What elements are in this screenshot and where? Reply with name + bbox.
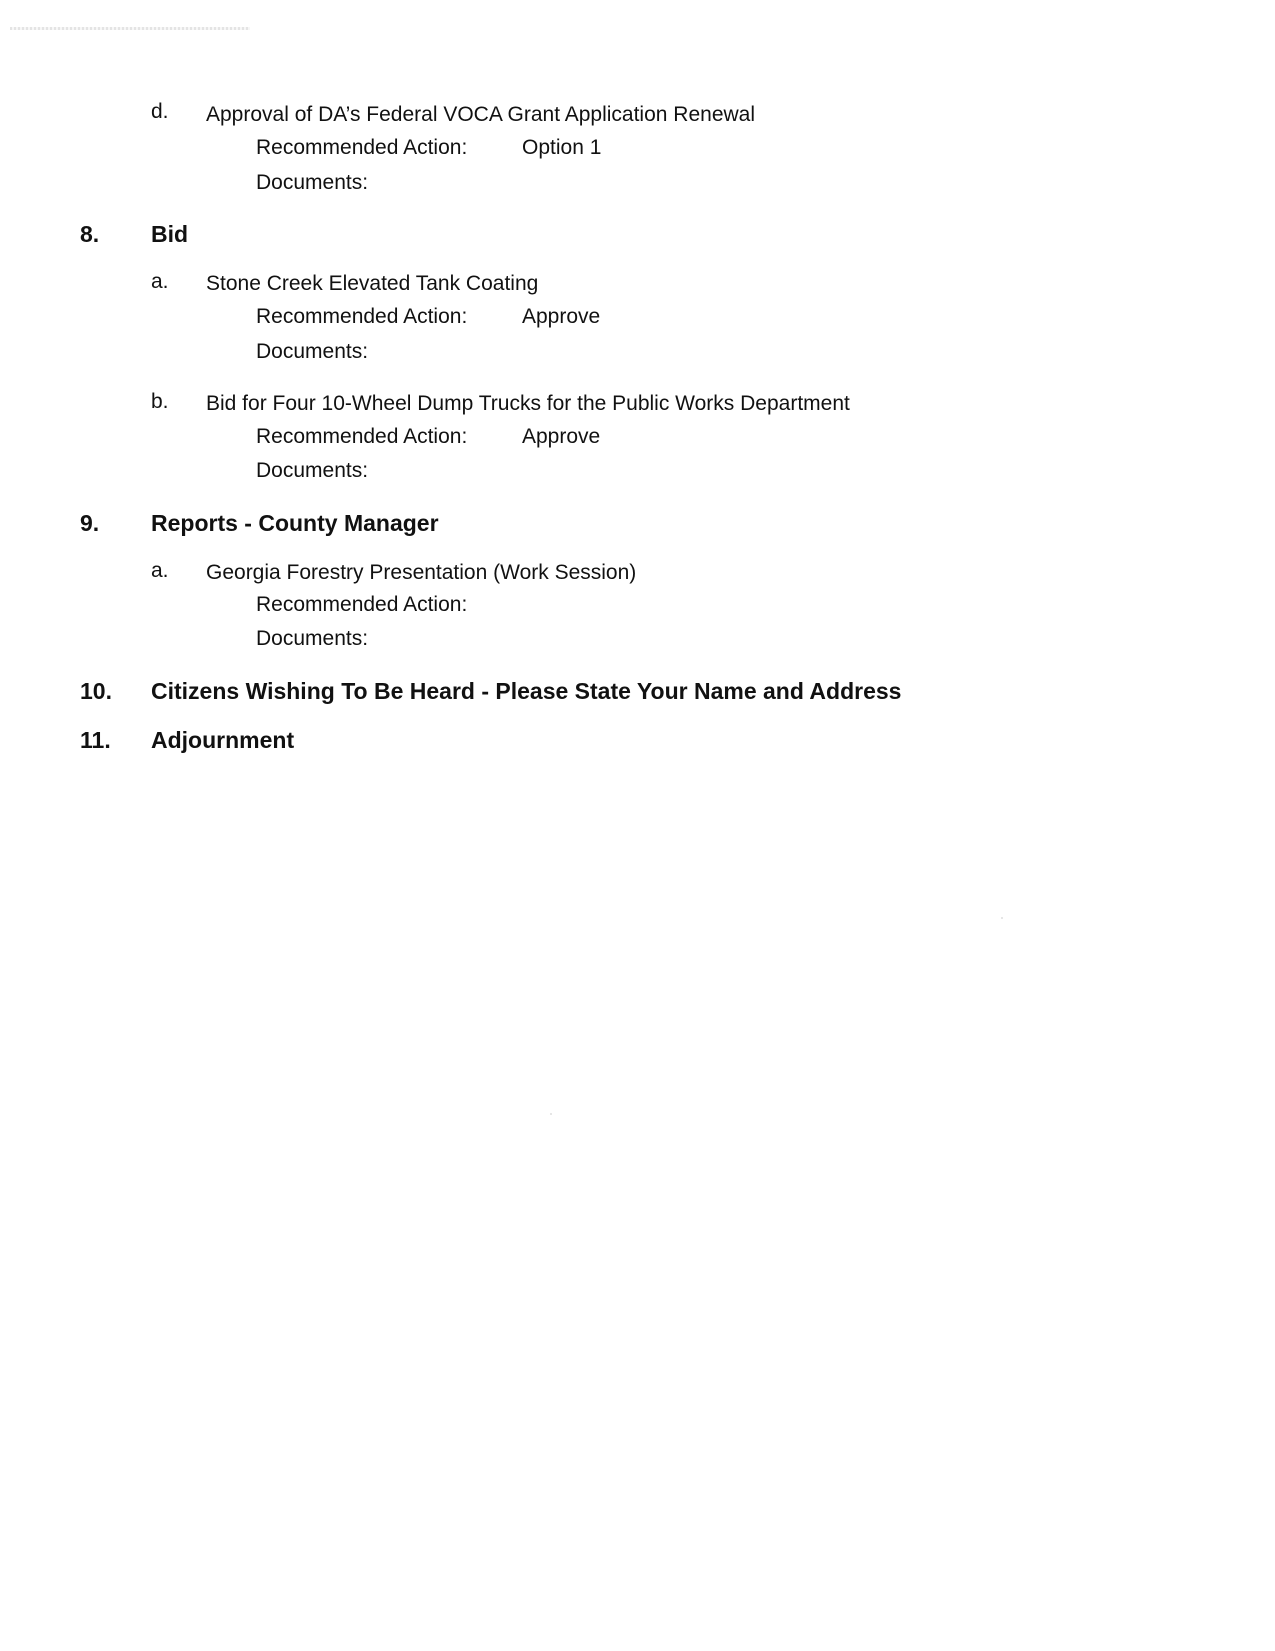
- documents-label: Documents:: [256, 171, 369, 194]
- recommended-action-label: Recommended Action:: [256, 305, 468, 328]
- item-title: Georgia Forestry Presentation (Work Session): [206, 561, 637, 584]
- section-title: Adjournment: [151, 727, 295, 753]
- item-title: Bid for Four 10-Wheel Dump Trucks for the Public Works Department: [206, 392, 850, 415]
- documents-label: Documents:: [256, 627, 369, 650]
- section-title: Reports - County Manager: [151, 510, 439, 536]
- item-letter: d.: [151, 100, 169, 123]
- item-title: Approval of DA’s Federal VOCA Grant Application Renewal: [206, 103, 756, 126]
- section-number: 11.: [80, 727, 111, 753]
- scan-artifact-strip: [10, 27, 250, 30]
- item-letter: b.: [151, 390, 169, 413]
- section-number: 10.: [80, 678, 112, 704]
- item-letter: a.: [151, 270, 169, 293]
- scan-speck: [1001, 917, 1003, 919]
- recommended-action-label: Recommended Action:: [256, 593, 468, 616]
- documents-label: Documents:: [256, 459, 369, 482]
- section-number: 9.: [80, 510, 100, 536]
- section-number: 8.: [80, 221, 100, 247]
- recommended-action-value: Option 1: [522, 136, 602, 159]
- recommended-action-value: Approve: [522, 425, 601, 448]
- scan-speck: [550, 1113, 552, 1115]
- recommended-action-label: Recommended Action:: [256, 136, 468, 159]
- recommended-action-label: Recommended Action:: [256, 425, 468, 448]
- item-title: Stone Creek Elevated Tank Coating: [206, 272, 539, 295]
- item-letter: a.: [151, 559, 169, 582]
- section-title: Bid: [151, 221, 189, 247]
- recommended-action-value: Approve: [522, 305, 601, 328]
- section-title: Citizens Wishing To Be Heard - Please State Your Name and Address: [151, 678, 902, 704]
- documents-label: Documents:: [256, 340, 369, 363]
